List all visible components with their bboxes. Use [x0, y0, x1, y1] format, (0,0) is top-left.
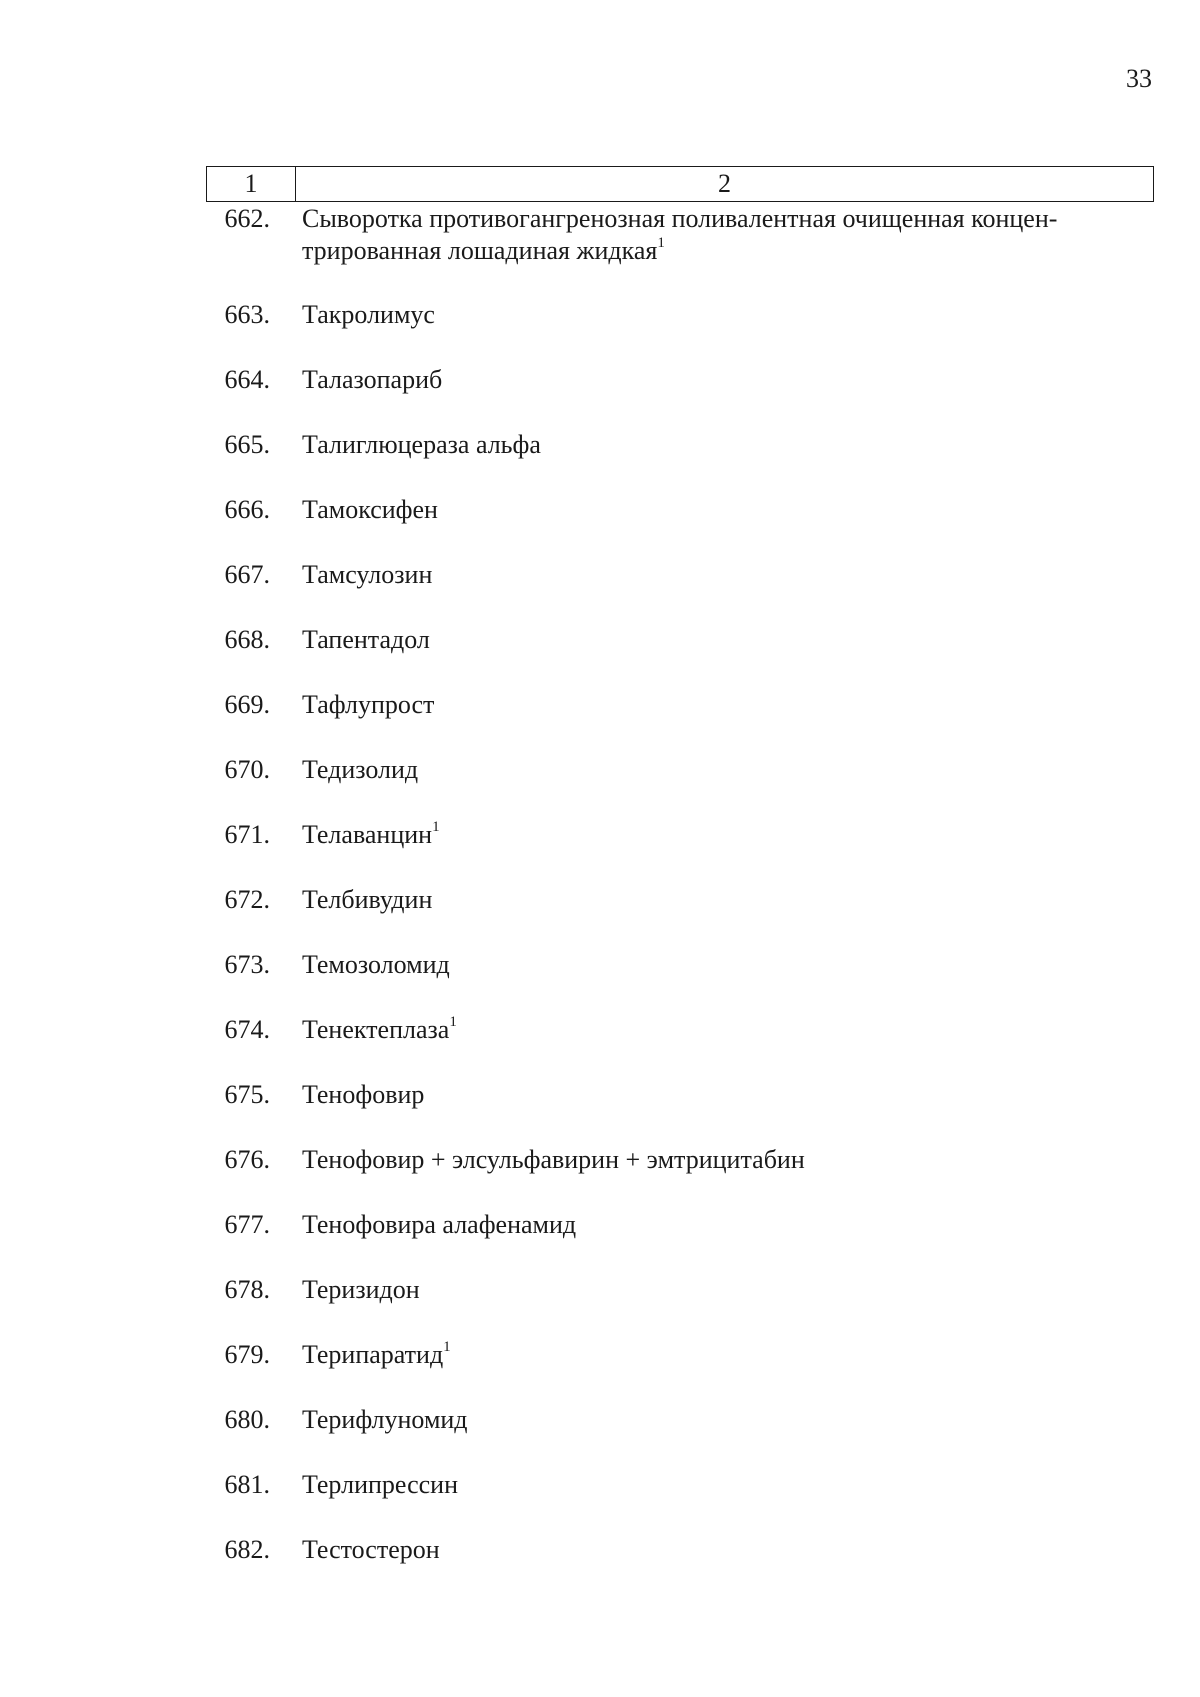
entry-name-line-2-text: трированная лошадиная жидкая [302, 236, 658, 265]
entry-number: 681. [224, 1470, 270, 1499]
entry-name: Терлипрессин [302, 1470, 458, 1499]
entry-number: 676. [224, 1145, 270, 1174]
entry-name: Тенофовир [302, 1080, 425, 1109]
entry-name [302, 819, 440, 851]
entry-name: Телбивудин [302, 885, 433, 914]
entry-name: Тамсулозин [302, 560, 433, 589]
entry-name: Тестостерон [302, 1535, 440, 1564]
footnote-marker: 1 [657, 235, 665, 251]
entry-number: 664. [224, 365, 270, 394]
entry-name: Тапентадол [302, 625, 430, 654]
entry-number: 671. [224, 820, 270, 849]
entry-number: 669. [224, 690, 270, 719]
entry-number: 678. [224, 1275, 270, 1304]
entry-name-text: Телаванцин [302, 820, 433, 849]
entry-name-line-2 [302, 235, 665, 267]
entry-name-line-1: Сыворотка противогангренозная поливалентная очищенная концен- [302, 204, 1058, 233]
entry-number: 677. [224, 1210, 270, 1239]
entry-number: 663. [224, 300, 270, 329]
entry-number: 662. [224, 204, 270, 233]
entry-number: 668. [224, 625, 270, 654]
entry-number: 672. [224, 885, 270, 914]
footnote-marker: 1 [449, 1014, 457, 1030]
entry-name: Тафлупрост [302, 690, 435, 719]
entry-name: Талиглюцераза альфа [302, 430, 541, 459]
entry-number: 674. [224, 1015, 270, 1044]
entry-name: Терифлуномид [302, 1405, 468, 1434]
entry-name [302, 203, 1057, 235]
entry-number: 679. [224, 1340, 270, 1369]
entry-number: 675. [224, 1080, 270, 1109]
footnote-marker: 1 [443, 1339, 451, 1355]
entry-number: 665. [224, 430, 270, 459]
entry-number: 680. [224, 1405, 270, 1434]
entry-name: Такролимус [302, 300, 435, 329]
column-header-1: 1 [207, 167, 296, 202]
entry-name-text: Тенектеплаза [302, 1015, 450, 1044]
entry-name: Талазопариб [302, 365, 443, 394]
entry-name [302, 1339, 451, 1371]
entry-name: Тенофовир + элсульфавирин + эмтрицитабин [302, 1145, 805, 1174]
entry-number: 667. [224, 560, 270, 589]
footnote-marker: 1 [432, 819, 440, 835]
entry-name [302, 1014, 457, 1046]
entry-number: 670. [224, 755, 270, 784]
table-header [206, 166, 1154, 202]
entry-name: Тенофовира алафенамид [302, 1210, 577, 1239]
entry-name: Тамоксифен [302, 495, 438, 524]
entry-number: 682. [224, 1535, 270, 1564]
entry-name: Теризидон [302, 1275, 420, 1304]
entry-number: 673. [224, 950, 270, 979]
entry-name: Темозоломид [302, 950, 450, 979]
entry-number: 666. [224, 495, 270, 524]
entry-name-text: Терипаратид [302, 1340, 444, 1369]
page-number: 33 [1126, 64, 1152, 93]
entry-name: Тедизолид [302, 755, 419, 784]
column-header-2: 2 [296, 167, 1154, 202]
